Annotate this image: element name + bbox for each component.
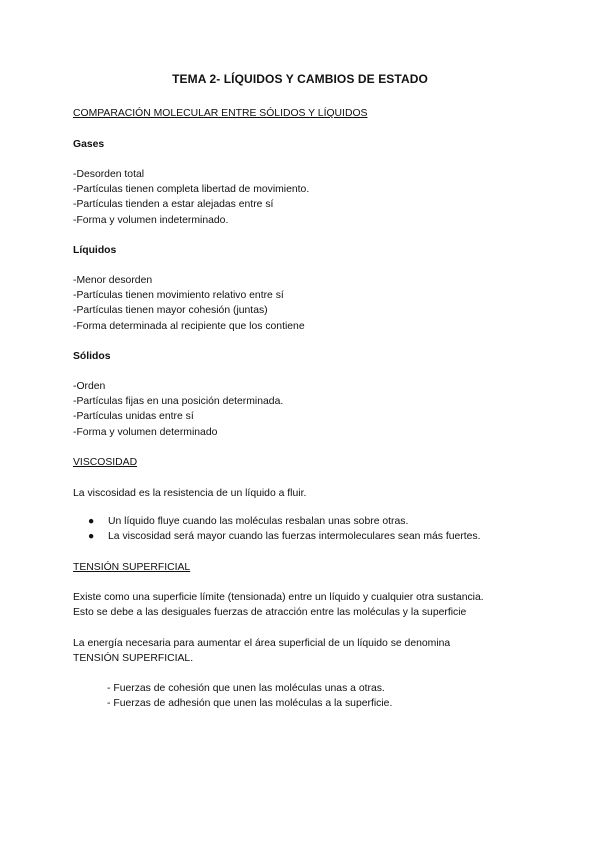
bullet-dot-icon: ● [88,516,95,527]
solidos-item: -Forma y volumen determinado [73,426,218,438]
viscosidad-definition-block [73,486,553,501]
viscosidad-definition: La viscosidad es la resistencia de un líquido a fluir. [73,488,307,499]
paragraph-line: TENSIÓN SUPERFICIAL. [73,653,194,665]
gases-item: -Forma y volumen indeterminado. [73,214,229,226]
document-title: TEMA 2- LÍQUIDOS Y CAMBIOS DE ESTADO [172,72,428,86]
viscosidad-bullets [73,514,553,544]
bullet-text: Un líquido fluye cuando las moléculas resbalan unas sobre otras. [108,516,409,527]
dash-item: - Fuerzas de adhesión que unen las moléculas a la superficie. [107,698,393,710]
paragraph-line: Existe como una superficie límite (tensionada) entre un líquido y cualquier otra sustancia. [73,592,484,603]
tension-section [73,560,553,575]
bullet-text: La viscosidad será mayor cuando las fuerzas intermoleculares sean más fuertes. [108,531,481,543]
comparacion-heading: COMPARACIÓN MOLECULAR ENTRE SÓLIDOS Y LÍQUIDOS [73,108,368,119]
solidos-item: -Partículas unidas entre sí [73,411,194,423]
gases-item: -Partículas tienen completa libertad de movimiento. [73,184,310,196]
liquidos-item: -Forma determinada al recipiente que los contiene [73,320,305,332]
viscosidad-heading: VISCOSIDAD [73,457,138,468]
tension-paragraph-1 [73,590,553,620]
solidos-list [73,379,553,440]
liquidos-section [73,243,553,258]
liquidos-item: -Partículas tienen mayor cohesión (juntas) [73,305,268,317]
gases-list [73,167,553,228]
gases-heading: Gases [73,139,105,150]
solidos-section [73,349,553,364]
paragraph-line: La energía necesaria para aumentar el área superficial de un líquido se denomina [73,638,451,649]
section-heading-comparacion [73,106,553,121]
paragraph-line: Esto se debe a las desiguales fuerzas de atracción entre las moléculas y la superficie [73,607,467,619]
solidos-heading: Sólidos [73,351,111,362]
bullet-item [73,514,553,529]
bullet-dot-icon: ● [88,531,95,543]
solidos-item: -Orden [73,381,106,392]
liquidos-item: -Menor desorden [73,275,153,286]
tension-paragraph-2 [73,636,553,666]
bullet-item [73,529,553,544]
liquidos-list [73,273,553,334]
liquidos-heading: Líquidos [73,245,117,256]
gases-item: -Desorden total [73,169,145,180]
gases-item: -Partículas tienden a estar alejadas entre sí [73,199,274,211]
solidos-item: -Partículas fijas en una posición determinada. [73,396,284,408]
tension-dash-list [73,681,553,711]
viscosidad-section [73,455,553,470]
tension-heading: TENSIÓN SUPERFICIAL [73,562,191,573]
gases-section [73,137,553,152]
liquidos-item: -Partículas tienen movimiento relativo entre sí [73,290,284,302]
dash-item: - Fuerzas de cohesión que unen las moléculas unas a otras. [107,683,385,694]
